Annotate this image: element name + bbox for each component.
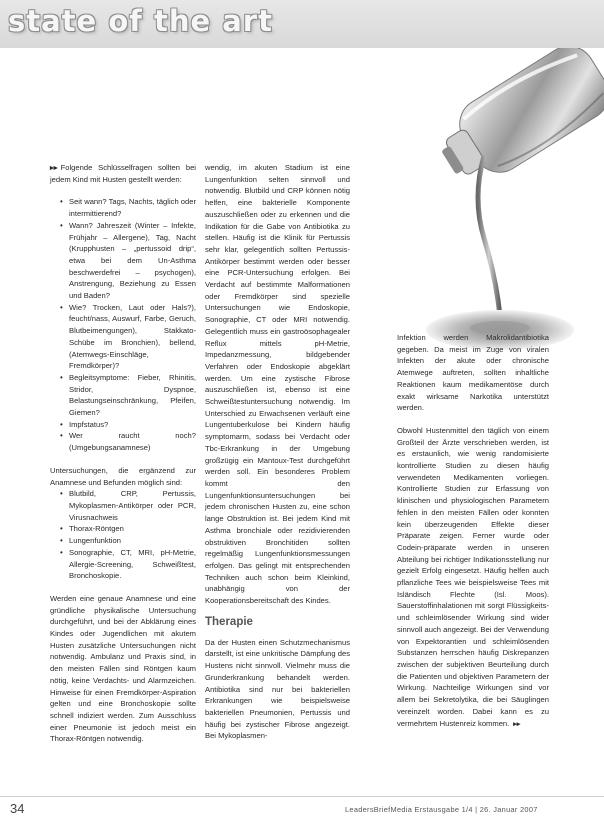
list-item: • Sonographie, CT, MRI, pH-Metrie, Allergie-Screening, Schweißtest, Bronchoskopie. (60, 547, 196, 582)
photo-pouring-liquid (392, 48, 604, 358)
list-item: • Thorax-Röntgen (60, 523, 196, 535)
page-number: 34 (10, 801, 25, 816)
intro-text: Folgende Schlüsselfragen sollten bei jedem Kind mit Husten gestellt werden: (50, 163, 196, 184)
list-item: • Blutbild, CRP, Pertussis, Mykoplasmen-Antikörper oder PCR, Virusnachweis (60, 488, 196, 523)
publication-info: LeadersBriefMedia Erstausgabe 1/4 | 26. Januar 2007 (345, 805, 538, 814)
paragraph: Werden eine genaue Anamnese und eine gründliche physikalische Untersuchung durchgeführt, und bei der Abklärung eines Kindes oder Jugendlichen mit akutem Husten zusätzliche Untersuchungen nicht notwendig. Ambulanz und Praxis sind, in den meisten Fällen sind Röntgen kaum nötig, keine Verdachts- und Alarmzeichen. Hinweise für einen Fremdkörper-Aspiration gelten und eine Bronchoskopie sollte schnell indiziert werden. Zum Ausschluss einer Pneumonie ist jedoch meist ein Thorax-Röntgen notwendig. (50, 593, 196, 744)
key-questions-list (50, 196, 196, 453)
double-arrow-icon: ▸▸ (513, 720, 521, 728)
footer-divider (0, 796, 604, 797)
paragraph-text: Obwohl Hustenmittel den täglich von einem Großteil der Ärzte verschrieben werden, ist es erstaunlich, wie wenig randomisierte kontrollierte Studien zu diesen häufig verwendeten Medikamenten vorliegen. Kontrollierte Studien zur Erfassung von klinischen und physiologischen Parametern fehlen in den meisten Fällen oder konnten kein überzeugenden Effekte dieser Präparate zeigen. Ferner wurde oder Codein-präparate werden in unseren Abteilung bei richtiger Indikationsstellung nur gezielt Erfolg eingesetzt. Häufig helfen auch pflanzliche Tees wie beispielsweise Tees mit Isländisch Flechte (Isl. Moos). Sauerstoffinhalationen mit sorgt Flüssigkeits- und schleimlösender Wirkung sind wider sinnvoll auch angezeigt. Bei der Verwendung von Expektorantien und schleimlösenden Substanzen herrschen häufig Diskrepanzen zwischen der subjektiven Beurteilung durch die Patienten und objektiven Parametern der Wirkung. Nachteilige Wirkungen sind vor allem bei Sekretolytika, die bei Säuglingen vereinzelt worden. Dabei kann es zu vermehrtem Hustenreiz kommen. (397, 425, 549, 728)
list-item: • Impfstatus? (60, 419, 196, 431)
page-footer (0, 795, 604, 821)
paragraph: Untersuchungen, die ergänzend zur Anamnese und Befunden möglich sind: (50, 465, 196, 487)
paragraph: Da der Husten einen Schutzmechanismus darstellt, ist eine unkritische Dämpfung des Hustens nicht sinnvoll. Vielmehr muss die Grunderkrankung behandelt werden. Antibiotika sind nur bei bakteriellen Erkrankungen wie beispielsweise bakteriellen Pneumonien, Pertussis und häufig bei zystischer Fibrose angezeigt. Bei Mykoplasmen- (205, 637, 350, 741)
examinations-list (50, 488, 196, 582)
list-item: • Wann? Jahreszeit (Winter – Infekte, Frühjahr – Allergene), Tag, Nacht (Krupphusten – „pertussoid drip“, etwa bei dem Un-Asthma beschwerdefrei – psychogen), Anstrengung, Beziehung zu Essen und Baden? (60, 220, 196, 302)
text-column-3 (397, 332, 549, 730)
double-arrow-icon: ▸▸ (50, 163, 58, 172)
intro-paragraph (50, 162, 196, 185)
list-item: • Lungenfunktion (60, 535, 196, 547)
list-item: • Begleitsymptome: Fieber, Rhinitis, Stridor, Dyspnoe, Belastungseinschränkung, Pfeifen, Giemen? (60, 372, 196, 419)
paragraph: Infektion werden Makrolidantibiotika gegeben. Da meist im Zuge von viralen Infekten der akute oder chronische Atemwege auftreten, sollten inhaltliche Reaktionen kaum medikamentöse durch exakt wirksame Narkotika unterstützt werden. (397, 333, 549, 413)
paragraph (397, 425, 549, 730)
text-column-2 (205, 162, 350, 742)
section-heading-therapy: Therapie (205, 615, 253, 628)
list-item: • Seit wann? Tags, Nachts, täglich oder intermittierend? (60, 196, 196, 219)
paragraph: wendig, im akuten Stadium ist eine Lungenfunktion selten sinnvoll und notwendig. Blutbild und CRP können nötig helfen, eine bakterielle Komponente auszuschließen oder zu erkennen und die Indikation für die Gabe von Antibiotika zu stellen. Häufig ist die Klinik für Pertussis sehr klar, gelegentlich sollten Pertussis-Antikörper bestimmt werden oder besser eine PCR-Untersuchung erfolgen. Bei Verdacht auf bestimmte Malformationen oder Fremdkörper sind spezielle Untersuchungen wie Endoskopie, Sonographie, CT oder MRI notwendig. Gelegentlich muss ein gastroösophagealer Reflux mittels pH-Metrie, Impedanzmessung, bildgebender Verfahren oder Endoskopie abgeklärt werden. Um eine zystische Fibrose auszuschließen ist, ebenso ist eine Schweißtestuntersuchung notwendig. Im Unterschied zu Erwachsenen verläuft eine Lungentuberkulose bei Kindern häufig symptomarm, sodass bei Verdacht oder Tbc-Erkrankung in der Umgebung großzügig ein Mantoux-Test durchgeführt werden soll. Ein besonderes Problem kommt den Lungenfunktionsuntersuchungen bei jedem chronischen Husten zu, eine schon lange Obstruktion ist. Bei jedem Kind mit Asthma bronchiale oder rezidivierenden obstruktiven Bronchitiden sollten regelmäßig Lungenfunktionsmessungen erfolgen. Das gelingt mit entsprechenden Techniken auch schon beim Kleinkind, unabhängig von der Kooperationsbereitschaft des Kindes. (205, 163, 350, 606)
section-title: state of the art (8, 4, 273, 38)
list-item: • Wer raucht noch? (Umgebungsanamnese) (60, 430, 196, 453)
text-column-1 (50, 162, 196, 745)
list-item: • Wie? Trocken, Laut oder Hals?), feucht/nass, Auswurf, Farbe, Geruch, Blutbeimengungen), Stakkato-Schübe im Bronchien), bellend, (Atemwegs-Einschläge, Fremdkörper)? (60, 302, 196, 372)
page-header (0, 0, 604, 48)
